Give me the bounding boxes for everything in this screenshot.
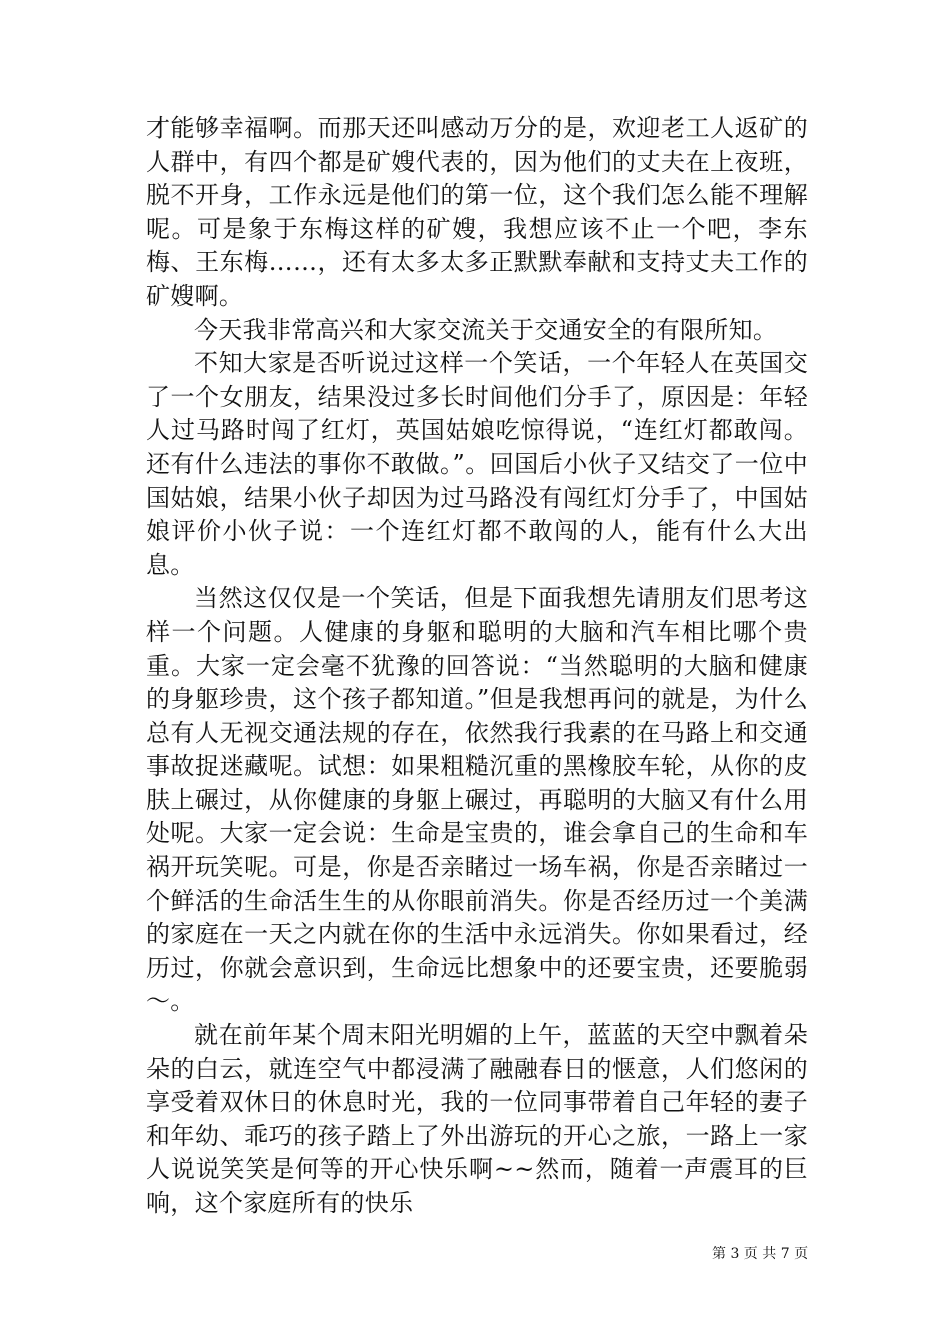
paragraph-story: 就在前年某个周末阳光明媚的上午，蓝蓝的天空中飘着朵朵的白云，就连空气中都浸满了融融春日的惬意，人们悠闲的享受着双休日的休息时光，我的一位同事带着自己年轻的妻子和年幼、乖巧的孩子踏上了外出游玩的开心之旅，一路上一家人说说笑笑是何等的开心快乐啊~~然而，随着一声震耳的巨响，这个家庭所有的快乐 (146, 1021, 808, 1217)
paragraph-reflection: 当然这仅仅是一个笑话，但是下面我想先请朋友们思考这样一个问题。人健康的身躯和聪明的大脑和汽车相比哪个贵重。大家一定会毫不犹豫的回答说：“当然聪明的大脑和健康的身躯珍贵，这个孩子都知道。”但是我想再问的就是，为什么总有人无视交通法规的存在，依然我行我素的在马路上和交通事故捉迷藏呢。试想：如果粗糙沉重的黑橡胶车轮，从你的皮肤上碾过，从你健康的身躯上碾过，再聪明的大脑又有什么用处呢。大家一定会说：生命是宝贵的，谁会拿自己的生命和车祸开玩笑呢。可是，你是否亲睹过一场车祸，你是否亲睹过一个鲜活的生命活生生的从你眼前消失。你是否经历过一个美满的家庭在一天之内就在你的生活中永远消失。你如果看过，经历过，你就会意识到，生命远比想象中的还要宝贵，还要脆弱～。 (146, 584, 808, 1016)
paragraph-joke: 不知大家是否听说过这样一个笑话，一个年轻人在英国交了一个女朋友，结果没过多长时间他们分手了，原因是：年轻人过马路时闯了红灯，英国姑娘吃惊得说，“连红灯都敢闯。还有什么违法的事你不敢做。”。回国后小伙子又结交了一位中国姑娘，结果小伙子却因为过马路没有闯红灯分手了，中国姑娘评价小伙子说：一个连红灯都不敢闯的人，能有什么大出息。 (146, 349, 808, 579)
document-body (146, 112, 808, 1221)
page-number: 第 3 页 共 7 页 (712, 1246, 809, 1262)
paragraph-continuation: 才能够幸福啊。而那天还叫感动万分的是，欢迎老工人返矿的人群中，有四个都是矿嫂代表的，因为他们的丈夫在上夜班，脱不开身，工作永远是他们的第一位，这个我们怎么能不理解呢。可是象于东梅这样的矿嫂，我想应该不止一个吧，李东梅、王东梅……，还有太多太多正默默奉献和支持丈夫工作的矿嫂啊。 (146, 114, 808, 310)
paragraph-introduction: 今天我非常高兴和大家交流关于交通安全的有限所知。 (194, 315, 778, 344)
